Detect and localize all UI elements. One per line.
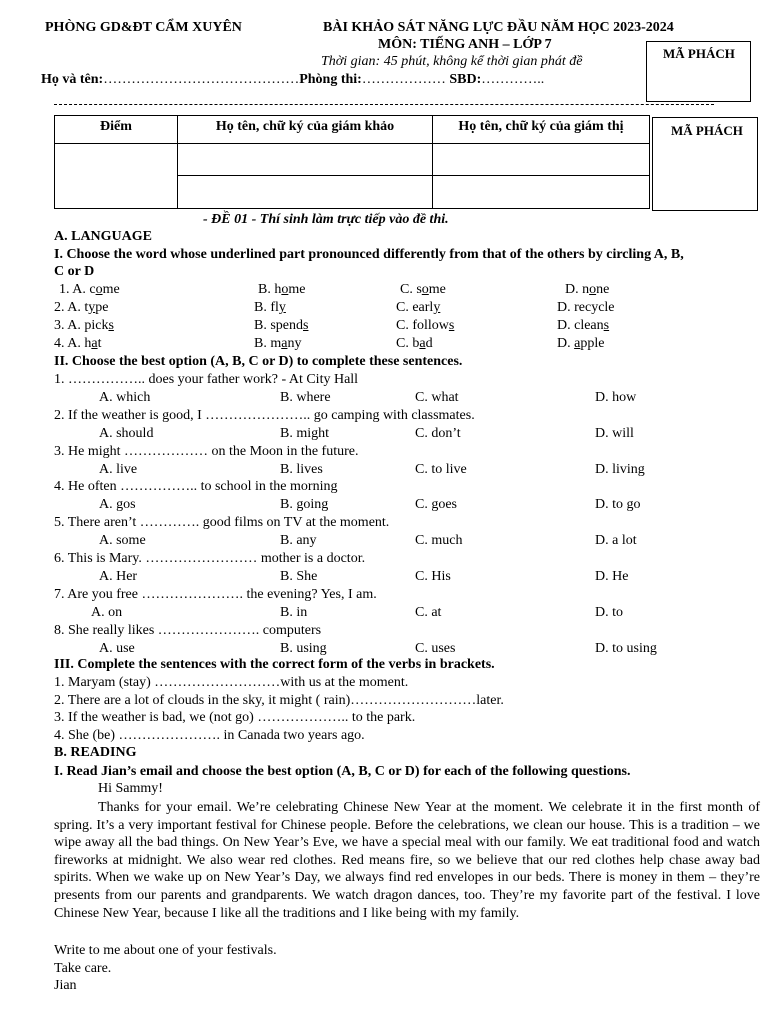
underlined-part: o (421, 282, 429, 297)
underlined-part: s (108, 318, 114, 333)
answer-option[interactable]: B. going (280, 497, 329, 513)
option-text: B. spend (254, 318, 303, 333)
option-text: 2. A. t (54, 300, 89, 315)
grade-header-proctor: Họ tên, chữ ký của giám thị (458, 119, 624, 134)
pron-option[interactable] (396, 319, 454, 333)
answer-option[interactable]: C. to live (415, 461, 467, 477)
answer-option[interactable]: B. any (280, 533, 317, 549)
exam-subject: MÔN: TIẾNG ANH – LỚP 7 (378, 37, 552, 52)
answer-option[interactable]: D. how (595, 390, 637, 405)
pron-option[interactable] (557, 319, 609, 333)
option-text: C. earl (396, 300, 434, 315)
option-text: pe (95, 300, 109, 315)
option-text: pple (580, 336, 605, 351)
underlined-part: a (419, 336, 426, 351)
pron-option[interactable] (396, 337, 433, 351)
question-stem: 3. He might ……………… on the Moon in the future. (54, 443, 359, 459)
grade-header-examiner: Họ tên, chữ ký của giám khảo (215, 119, 395, 134)
question-stem: 8. She really likes …………………. computers (54, 622, 322, 638)
name-field[interactable]: …………………………………… (103, 72, 300, 87)
option-text: t (97, 336, 102, 351)
option-text: B. m (254, 336, 282, 351)
room-label: Phòng thi: (299, 72, 362, 87)
option-text: D. clean (557, 318, 604, 333)
option-text: ne (596, 282, 610, 297)
option-text: C. b (396, 336, 420, 351)
section-1-title: I. Choose the word whose underlined part pronounced differently from that of the others by circling A, B, (54, 247, 684, 262)
grade-header-score: Điểm (100, 119, 132, 134)
underlined-part: o (281, 282, 289, 297)
answer-option[interactable]: C. goes (415, 497, 457, 513)
exam-time: Thời gian: 45 phút, không kể thời gian phát đề (321, 54, 583, 69)
answer-option[interactable]: D. to using (595, 640, 657, 656)
section-1-title-cont: C or D (54, 264, 95, 279)
option-text: C. s (400, 282, 422, 297)
section-2-title: II. Choose the best option (A, B, C or D) to complete these sentences. (54, 354, 463, 369)
underlined-part: y (433, 300, 441, 315)
answer-option[interactable]: B. She (280, 569, 318, 584)
answer-option[interactable]: B. using (280, 640, 327, 656)
proctor-cell-2[interactable] (433, 176, 650, 209)
section-3-title: III. Complete the sentences with the correct form of the verbs in brackets. (54, 657, 495, 672)
pron-option[interactable] (254, 301, 286, 315)
answer-option[interactable]: A. use (99, 640, 135, 656)
underlined-part: a (91, 336, 98, 351)
email-signature: Jian (54, 978, 77, 993)
question-stem: 5. There aren’t …………. good films on TV at the moment. (54, 515, 390, 531)
pron-option[interactable] (400, 283, 446, 297)
underlined-part: s (303, 318, 309, 333)
option-text: 3. A. pick (54, 318, 109, 333)
answer-option[interactable]: D. to go (595, 497, 641, 513)
name-label: Họ và tên: (41, 72, 104, 87)
answer-option[interactable]: C. much (415, 533, 463, 549)
answer-option[interactable]: D. to (595, 604, 623, 620)
option-text: me (288, 282, 306, 297)
fill-in-sentence[interactable]: 3. If the weather is bad, we (not go) ……………….. to the park. (54, 710, 416, 725)
answer-option[interactable]: B. where (280, 390, 331, 405)
answer-option[interactable]: B. lives (280, 461, 323, 477)
answer-option[interactable]: D. will (595, 425, 634, 441)
sbd-label: SBD: (449, 72, 482, 87)
option-text: me (102, 282, 120, 297)
answer-option[interactable]: D. He (595, 569, 629, 584)
answer-option[interactable]: B. might (280, 425, 330, 441)
ma-phach-box-top (646, 41, 751, 102)
grading-table (54, 115, 650, 209)
email-closing: Take care. (54, 961, 112, 976)
answer-option[interactable]: A. Her (99, 569, 138, 584)
underlined-part: o (589, 282, 597, 297)
answer-option[interactable]: D. a lot (595, 533, 637, 549)
exam-code: - ĐỀ 01 - Thí sinh làm trực tiếp vào đề thi. (203, 212, 449, 227)
pron-option[interactable] (59, 283, 120, 297)
email-greeting: Hi Sammy! (98, 781, 163, 796)
proctor-cell-1[interactable] (433, 144, 650, 176)
email-write-line: Write to me about one of your festivals. (54, 943, 277, 958)
option-text: 4. A. h (54, 336, 92, 351)
question-stem: 7. Are you free …………………. the evening? Yes, I am. (54, 586, 377, 602)
pron-option[interactable] (54, 319, 114, 333)
option-text: D. recycle (557, 300, 615, 315)
answer-option[interactable]: C. don’t (415, 425, 461, 441)
answer-option[interactable]: A. gos (99, 497, 136, 513)
answer-option[interactable]: A. some (99, 533, 146, 549)
underlined-part: a (281, 336, 288, 351)
answer-option[interactable]: B. in (280, 604, 308, 620)
room-field[interactable]: ……………… (361, 72, 450, 87)
ma-phach-label-2: MÃ PHÁCH (671, 123, 743, 138)
pron-option[interactable] (565, 283, 609, 297)
underlined-part: a (574, 336, 581, 351)
answer-option[interactable]: A. live (99, 461, 138, 477)
pron-option[interactable] (557, 337, 604, 351)
answer-option[interactable]: D. living (595, 461, 645, 477)
pron-option[interactable] (557, 301, 615, 315)
question-stem: 2. If the weather is good, I ………………….. go camping with classmates. (54, 407, 475, 423)
answer-option[interactable]: A. should (99, 425, 154, 441)
question-stem: 1. …………….. does your father work? - At City Hall (54, 372, 359, 387)
part-a-heading: A. LANGUAGE (54, 229, 153, 244)
email-body (54, 799, 760, 922)
option-text: me (428, 282, 446, 297)
option-text: D. (557, 336, 575, 351)
answer-option[interactable]: C. uses (415, 640, 456, 656)
option-text: 1. A. c (59, 282, 96, 297)
cut-line (54, 104, 714, 105)
pron-option[interactable] (54, 301, 108, 315)
underlined-part: y (278, 300, 286, 315)
pron-option[interactable] (54, 337, 101, 351)
sbd-field[interactable]: ………….. (481, 72, 545, 87)
ma-phach-label: MÃ PHÁCH (663, 46, 735, 61)
answer-option[interactable]: C. His (415, 569, 451, 584)
option-text: d (425, 336, 433, 351)
pron-option[interactable] (254, 337, 301, 351)
examiner-cell-2[interactable] (178, 176, 433, 209)
answer-option[interactable]: C. what (415, 390, 459, 405)
underlined-part: o (95, 282, 103, 297)
answer-option[interactable]: A. on (91, 604, 123, 620)
option-text: D. n (565, 282, 590, 297)
fill-in-sentence[interactable]: 4. She (be) …………………. in Canada two years ago. (54, 728, 365, 743)
question-stem: 6. This is Mary. …………………… mother is a doctor. (54, 551, 366, 566)
school-name: PHÒNG GD&ĐT CẨM XUYÊN (45, 20, 242, 35)
fill-in-sentence[interactable]: 2. There are a lot of clouds in the sky, it might ( rain)………………………later. (54, 693, 504, 708)
option-text: B. h (258, 282, 282, 297)
student-info-line (41, 73, 544, 87)
pron-option[interactable] (258, 283, 305, 297)
answer-option[interactable]: A. which (99, 390, 151, 405)
answer-option[interactable]: C. at (415, 604, 442, 620)
pron-option[interactable] (254, 319, 308, 333)
underlined-part: y (88, 300, 96, 315)
email-body-text: Thanks for your email. We’re celebrating Chinese New Year at the moment. We celebrate it in the first month of spring. It’s a very important festival for Chinese people. Before the celebrations, we clean our house. This is a tradition – we wipe away all the bad things. On New Year’s Eve, we have a special meal with our family. We eat traditional food and watch fireworks at midnight. We also wear red clothes. Red means fire, so we believe that our red clothes help chase away bad spirits. When we wake up on New Year’s Day, we always find red envelopes in our beds. There is money in them – they’re presents from our parents and grandparents. We watch dragon dances, too. They’re my favorite part of the festival. I love Chinese New Year, because I like all the traditions and I like being with my family. (54, 800, 760, 921)
fill-in-sentence[interactable]: 1. Maryam (stay) ………………………with us at the moment. (54, 675, 409, 690)
underlined-part: s (448, 318, 455, 333)
question-stem: 4. He often …………….. to school in the morning (54, 479, 338, 495)
ma-phach-box-bottom (652, 117, 758, 211)
exam-title: BÀI KHẢO SÁT NĂNG LỰC ĐẦU NĂM HỌC 2023-2024 (323, 20, 674, 35)
underlined-part: s (603, 318, 610, 333)
score-cell[interactable] (55, 144, 178, 209)
reading-title: I. Read Jian’s email and choose the best option (A, B, C or D) for each of the following questions. (54, 764, 631, 779)
option-text: C. follow (396, 318, 449, 333)
examiner-cell-1[interactable] (178, 144, 433, 176)
part-b-heading: B. READING (54, 745, 137, 760)
pron-option[interactable] (396, 301, 440, 315)
option-text: B. fl (254, 300, 279, 315)
option-text: ny (287, 336, 302, 351)
